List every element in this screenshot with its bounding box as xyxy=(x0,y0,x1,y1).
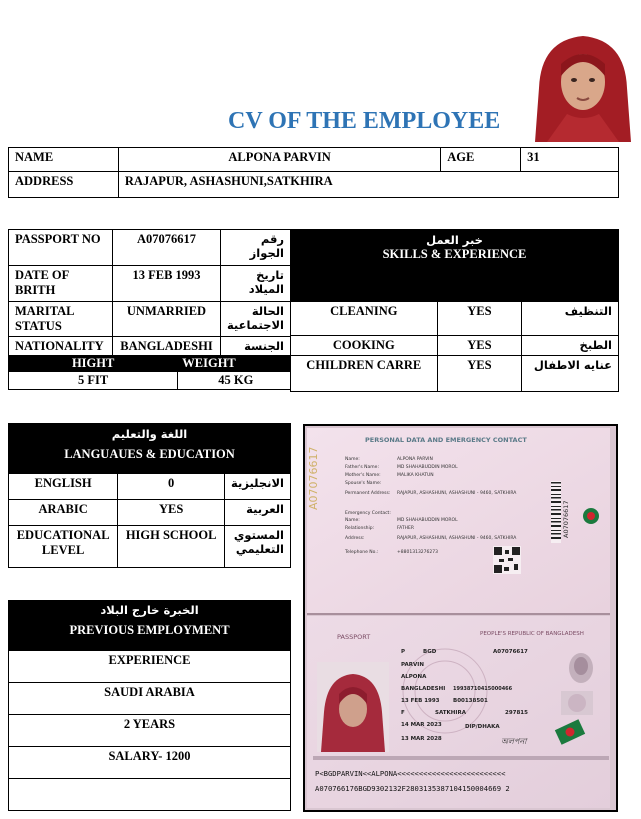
education-level-ar: المستوي التعليمي xyxy=(225,526,291,568)
barcode-icon xyxy=(551,481,561,543)
education-level: EDUCATIONAL LEVEL xyxy=(9,526,118,568)
scan-em-address: RAJAPUR, ASHASHUNI, ASHASHUNI - 9460, SATKHIRA xyxy=(397,536,517,541)
scan-prev-passport: B00138501 xyxy=(453,698,488,704)
em-address-field: Address: xyxy=(345,536,365,541)
father-field: Father's Name: xyxy=(345,465,379,470)
scan-mother: MALIKA KHATUN xyxy=(397,473,434,478)
name-field: Name: xyxy=(345,457,360,462)
em-name-field: Name: xyxy=(345,518,360,523)
spouse-field: Spouse's Name: xyxy=(345,481,382,486)
scan-relation: FATHER xyxy=(397,526,415,531)
employment-row: 2 YEARS xyxy=(9,715,291,747)
address-value: RAJAPUR, ASHASHUNI,SATKHIRA xyxy=(118,172,618,198)
vertical-number-right: A07076617 xyxy=(562,500,570,538)
relation-field: Relationship: xyxy=(345,526,375,531)
qr-code-icon xyxy=(493,546,521,574)
dob-value: 13 FEB 1993 xyxy=(113,266,221,302)
scan-surname: PARVIN xyxy=(401,662,424,668)
scan-dob: 13 FEB 1993 xyxy=(401,698,440,704)
scan-personal-no: 19938710415000466 xyxy=(453,686,513,692)
scan-address: RAJAPUR, ASHASHUNI, ASHASHUNI - 9460, SATKHIRA xyxy=(397,491,517,496)
scan-code: BGD xyxy=(423,649,437,655)
lang-arabic-ar: العربية xyxy=(225,500,291,526)
emblem-icon xyxy=(583,508,599,524)
employment-title: PREVIOUS EMPLOYMENT xyxy=(69,623,230,637)
weight-value: 45 KG xyxy=(178,372,291,390)
languages-table xyxy=(8,423,291,568)
lang-english: ENGLISH xyxy=(9,474,118,500)
marital-value: UNMARRIED xyxy=(113,302,221,337)
scan-sex: F xyxy=(401,710,405,716)
passport-value: A07076617 xyxy=(113,230,221,266)
signature: অলপনা xyxy=(501,737,527,746)
skill-cleaning-ar: التنظيف xyxy=(522,302,619,336)
lang-english-ar: الانجليزية xyxy=(225,474,291,500)
page-title: CV OF THE EMPLOYEE xyxy=(228,108,501,134)
employee-photo xyxy=(527,18,639,142)
scan-given-name: ALPONA xyxy=(401,674,427,680)
nationality-label: NATIONALITY xyxy=(9,337,113,357)
vertical-number-left: A07076617 xyxy=(307,446,320,510)
address-field: Permanent Address: xyxy=(345,491,391,496)
skill-cleaning-value: YES xyxy=(437,302,522,336)
height-label: HIGHT xyxy=(9,356,178,372)
nationality-value: BANGLADESHI xyxy=(113,337,221,357)
dob-label: DATE OF BRITH xyxy=(9,266,113,302)
phone-field: Telephone No.: xyxy=(345,550,379,555)
passport-label: PASSPORT NO xyxy=(9,230,113,266)
personal-info-table xyxy=(8,147,619,198)
employment-table xyxy=(8,600,291,811)
passport-holder-photo xyxy=(317,662,389,752)
marital-label: MARITAL STATUS xyxy=(9,302,113,337)
address-label: ADDRESS xyxy=(9,172,119,198)
scan-phone: +8801313276273 xyxy=(397,550,438,555)
education-level-value: HIGH SCHOOL xyxy=(118,526,225,568)
age-value: 31 xyxy=(521,148,619,172)
nationality-label-ar: الجنسة xyxy=(220,337,290,357)
scan-authority: DIP/DHAKA xyxy=(465,724,500,730)
scan-father: MD SHAHABUDDIN MOROL xyxy=(397,465,458,470)
employment-row: EXPERIENCE xyxy=(9,651,291,683)
skill-childcare-value: YES xyxy=(437,356,522,392)
languages-title-ar: اللغة والتعليم xyxy=(111,427,188,441)
passport-word: PASSPORT xyxy=(337,633,371,641)
mrz-line-2: A070766176BGD9302132F2803135387104150004669 2 xyxy=(315,784,510,793)
body-measure-table xyxy=(8,355,291,390)
height-value: 5 FIT xyxy=(9,372,178,390)
employment-row xyxy=(9,779,291,811)
skill-childcare: CHILDREN CARRE xyxy=(291,356,438,392)
details-table xyxy=(8,229,291,357)
scan-passport-number: A07076617 xyxy=(493,649,528,655)
skill-cleaning: CLEANING xyxy=(291,302,438,336)
scan-em-name: MD SHAHABUDDIN MOROL xyxy=(397,518,458,523)
emergency-field: Emergency Contact: xyxy=(345,511,391,516)
skill-childcare-ar: عنايه الاطفال xyxy=(522,356,619,392)
skill-cooking: COOKING xyxy=(291,336,438,356)
contact-heading: PERSONAL DATA AND EMERGENCY CONTACT xyxy=(365,436,527,444)
scan-type: P xyxy=(401,649,406,655)
republic-title: PEOPLE'S REPUBLIC OF BANGLADESH xyxy=(480,631,584,637)
dob-label-ar: تاريخ الميلاد xyxy=(220,266,290,302)
skills-table xyxy=(290,229,619,392)
passport-label-ar: رقم الجواز xyxy=(220,230,290,266)
employment-row: SAUDI ARABIA xyxy=(9,683,291,715)
lang-arabic-value: YES xyxy=(118,500,225,526)
skill-cooking-value: YES xyxy=(437,336,522,356)
age-label: AGE xyxy=(441,148,521,172)
name-label: NAME xyxy=(9,148,119,172)
skill-cooking-ar: الطبخ xyxy=(522,336,619,356)
scan-birthplace: SATKHIRA xyxy=(435,710,466,716)
passport-scan xyxy=(303,424,618,812)
skills-title-ar: خبر العمل xyxy=(426,233,483,247)
scan-issue-date: 14 MAR 2023 xyxy=(401,722,442,728)
languages-title: LANGUAUES & EDUCATION xyxy=(64,447,235,461)
lang-arabic: ARABIC xyxy=(9,500,118,526)
scan-name: ALPONA PARVIN xyxy=(397,457,433,462)
scan-authority-code: 297815 xyxy=(505,710,528,716)
skills-title: SKILLS & EXPERIENCE xyxy=(382,247,527,261)
scan-nationality: BANGLADESHI xyxy=(401,686,446,692)
mother-field: Mother's Name: xyxy=(345,473,381,478)
employment-row: SALARY- 1200 xyxy=(9,747,291,779)
scan-expiry-date: 13 MAR 2028 xyxy=(401,736,442,742)
weight-label: WEIGHT xyxy=(178,356,291,372)
mrz-line-1: P<BGDPARVIN<<ALPONA<<<<<<<<<<<<<<<<<<<<<<<<< xyxy=(315,769,506,778)
lang-english-value: 0 xyxy=(118,474,225,500)
name-value: ALPONA PARVIN xyxy=(118,148,440,172)
marital-label-ar: الحالة الاجتماعية xyxy=(220,302,290,337)
employment-title-ar: الخبرة خارج البلاد xyxy=(100,603,199,617)
